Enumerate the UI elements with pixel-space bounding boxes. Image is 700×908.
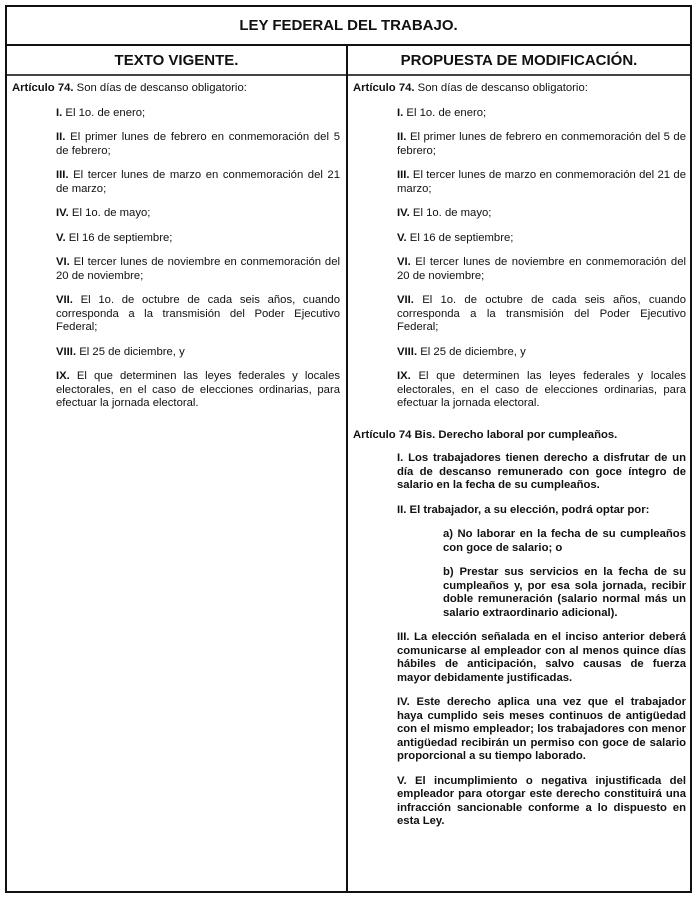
- list-item: [397, 370, 686, 411]
- list-item: [397, 107, 686, 121]
- article-74-heading: [353, 82, 686, 96]
- list-item: [56, 107, 340, 121]
- item-num: VIII.: [56, 345, 77, 358]
- list-item: [56, 232, 340, 246]
- article-text: Son días de descanso obligatorio:: [73, 82, 247, 94]
- bis-item-iii: III. La elección señalada en el inciso anterior deberá comunicarse al empleador con al menos quince días hábiles de anticipación, salvo causas de fuerza mayor debidamente justificadas.: [397, 631, 686, 684]
- item-text: El 1o. de octubre de cada seis años, cuando corresponda a la transmisión del Poder Ejecutivo Federal;: [56, 294, 340, 333]
- item-num: IV.: [397, 207, 410, 219]
- item-num: VII.: [397, 294, 414, 306]
- list-item: [56, 294, 340, 335]
- item-text: El 1o. de octubre de cada seis años, cuando corresponda a la transmisión del Poder Ejecutivo Federal;: [397, 294, 686, 333]
- article-label: Artículo 74.: [12, 82, 74, 94]
- document-title: LEY FEDERAL DEL TRABAJO.: [7, 7, 690, 46]
- item-num: VI.: [397, 256, 411, 268]
- item-text: El 1o. de enero;: [62, 106, 146, 119]
- item-text: El tercer lunes de noviembre en conmemoración del 20 de noviembre;: [56, 256, 340, 282]
- list-item: [397, 207, 686, 221]
- item-text: El 1o. de mayo;: [68, 207, 151, 219]
- item-text: El 25 de diciembre, y: [417, 345, 526, 358]
- article-label: Artículo 74.: [353, 82, 415, 94]
- item-text: El primer lunes de febrero en conmemoración del 5 de febrero;: [397, 131, 686, 157]
- item-num: I.: [56, 106, 63, 119]
- bis-item-i: I. Los trabajadores tienen derecho a disfrutar de un día de descanso remunerado con goce íntegro de salario en la fecha de su cumpleaños.: [397, 452, 686, 491]
- bis-item-iv: IV. Este derecho aplica una vez que el trabajador haya cumplido seis meses continuos de antigüedad con el mismo empleador; los trabajadores con menor antigüedad recibirán un permiso con goce de salario proporcional a su tiempo laborado.: [397, 696, 686, 762]
- list-item: [397, 169, 686, 196]
- list-item: [397, 131, 686, 158]
- list-item: [397, 346, 686, 360]
- list-item: [56, 256, 340, 283]
- item-num: IV.: [56, 207, 69, 219]
- article-74-heading: [12, 82, 340, 96]
- item-num: V.: [56, 231, 66, 244]
- bis-item-ii: II. El trabajador, a su elección, podrá optar por:: [397, 503, 650, 516]
- item-text: El primer lunes de febrero en conmemoración del 5 de febrero;: [56, 131, 340, 157]
- column-header-row: [7, 46, 690, 76]
- column-texto-vigente: [12, 76, 340, 422]
- header-propuesta: PROPUESTA DE MODIFICACIÓN.: [400, 51, 638, 69]
- bis-item-ii-a: a) No laborar en la fecha de su cumpleaños con goce de salario; o: [443, 528, 686, 554]
- article-text: Son días de descanso obligatorio:: [414, 82, 588, 94]
- list-item: [56, 131, 340, 158]
- column-divider: [346, 46, 348, 891]
- item-num: IX.: [56, 370, 70, 382]
- list-item: [397, 232, 686, 246]
- item-num: IX.: [397, 370, 411, 382]
- item-num: III.: [397, 169, 410, 181]
- item-num: VII.: [56, 294, 73, 306]
- item-text: El 1o. de mayo;: [409, 207, 492, 219]
- column-propuesta: [353, 76, 686, 840]
- item-text: El tercer lunes de marzo en conmemoración del 21 de marzo;: [56, 169, 340, 195]
- item-text: El 16 de septiembre;: [406, 231, 514, 244]
- item-text: El 16 de septiembre;: [65, 231, 173, 244]
- bis-item-v: V. El incumplimiento o negativa injustificada del empleador para otorgar este derecho constituirá una infracción sancionable conforme a lo dispuesto en esta Ley.: [397, 774, 686, 827]
- item-num: I.: [397, 106, 404, 119]
- item-num: III.: [56, 169, 69, 181]
- list-item: [56, 346, 340, 360]
- list-item: [56, 370, 340, 411]
- item-text: El tercer lunes de noviembre en conmemoración del 20 de noviembre;: [397, 256, 686, 282]
- article-74-bis-heading: Artículo 74 Bis. Derecho laboral por cumpleaños.: [353, 428, 618, 441]
- list-item: [397, 294, 686, 335]
- item-num: II.: [56, 131, 66, 143]
- item-text: El 1o. de enero;: [403, 106, 487, 119]
- item-num: II.: [397, 131, 407, 143]
- bis-item-ii-b: b) Prestar sus servicios en la fecha de su cumpleaños y, por esa sola jornada, recibir doble remuneración (salario normal más un salario extraordinario adicional).: [443, 566, 686, 619]
- item-text: El que determinen las leyes federales y locales electorales, en el caso de elecciones ordinarias, para efectuar la jornada electoral.: [397, 370, 686, 409]
- item-text: El tercer lunes de marzo en conmemoración del 21 de marzo;: [397, 169, 686, 195]
- comparison-table: [5, 5, 692, 893]
- item-text: El 25 de diciembre, y: [76, 345, 185, 358]
- list-item: [397, 256, 686, 283]
- header-texto-vigente: TEXTO VIGENTE.: [114, 51, 239, 69]
- item-num: VI.: [56, 256, 70, 268]
- item-num: V.: [397, 231, 407, 244]
- list-item: [56, 169, 340, 196]
- item-num: VIII.: [397, 345, 418, 358]
- list-item: [56, 207, 340, 221]
- item-text: El que determinen las leyes federales y locales electorales, en el caso de elecciones ordinarias, para efectuar la jornada electoral.: [56, 370, 340, 409]
